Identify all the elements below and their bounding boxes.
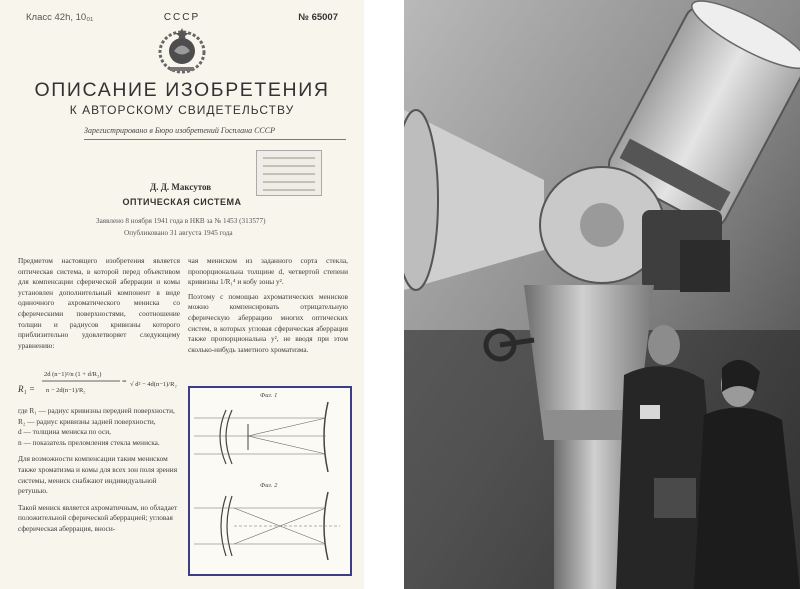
filed-date: Заявлено 8 ноября 1941 года в НКВ за № 1453 (313577): [96, 217, 266, 225]
divider: [84, 139, 346, 140]
formula-equals: =: [122, 377, 127, 386]
telescope-photo: [404, 0, 800, 589]
paragraph-compensation: Для возможности компенсации таким мениском также хроматизма и комы для всех зон поля зрения системы, мениск снабжают индивидуальной ретушью.: [18, 454, 178, 496]
figure-1-label: Фиг. 1: [260, 392, 278, 399]
ussr-emblem-icon: [156, 26, 208, 76]
definition-d: d — толщина мениска по оси,: [18, 427, 111, 437]
definition-n: n — показатель преломления стекла мениска.: [18, 437, 160, 447]
figure-2-label: Фиг. 2: [260, 482, 278, 489]
patent-number: № 65007: [298, 12, 338, 23]
invention-title: ОПТИЧЕСКАЯ СИСТЕМА: [122, 197, 242, 207]
figure-panel: [188, 386, 352, 576]
definition-r1: где R₁ — радиус кривизны передней поверхности,: [18, 406, 175, 415]
optical-diagram: [190, 388, 346, 570]
continued-paragraph: чая мениском из заданного сорта стекла, пропорциональна толщине d, четвертой степени кривизны 1/R₁⁴ и кобу зоны y².: [188, 256, 348, 287]
telescope-photo-image: [404, 0, 800, 589]
formula-lhs: R₁ =: [18, 384, 35, 394]
document-subtitle: К АВТОРСКОМУ СВИДЕТЕЛЬСТВУ: [69, 103, 295, 117]
intro-paragraph: Предметом настоящего изобретения является оптическая система, в которой перед объективом для компенсации сферической аберрации и комы установлен дополнительный компонент в виде одиночного ахроматического мениска со сферическими поверхностями, соотношение толщин и радиусов кривизны которого приблизительно удовлетворяет следующему уравнению:: [18, 256, 180, 350]
formula-rhs: √ d² − 4d(n−1)/R₂: [130, 381, 177, 388]
definitions: [18, 406, 180, 535]
text-column-right: [188, 256, 348, 355]
class-label: Класс 42h, 10₀₁: [26, 12, 94, 23]
author-name: Д. Д. Максутов: [150, 182, 212, 192]
patent-page: [0, 0, 364, 589]
svg-text:n − 2d(n−1)/R₂: n − 2d(n−1)/R₂: [46, 387, 86, 394]
document-title: ОПИСАНИЕ ИЗОБРЕТЕНИЯ: [34, 79, 330, 101]
library-stamp: [256, 150, 322, 196]
text-column-left: [18, 256, 180, 351]
registration-note: Зарегистрировано в Бюро изобретений Госплана СССР: [84, 126, 275, 135]
svg-text:2d (n−1)²/n (1 + d/R₂): 2d (n−1)²/n (1 + d/R₂): [44, 371, 102, 378]
definition-r2: R₂ — радиус кривизны задней поверхности,: [18, 416, 156, 426]
paragraph-compensate: Поэтому с помощью ахроматических менисков можно компенсировать отрицательную сферическую аберрацию многих оптических систем, в которых угловая сферическая аберрация также пропорциональна y², не вводя при этом сколько-нибудь заметного хроматизма.: [188, 291, 348, 354]
paragraph-achromatic: Такой мениск является ахроматичным, но обладает положительной сферической аберрацией; угловая сферическая аберрация, вноси-: [18, 502, 178, 533]
country-label: СССР: [163, 12, 201, 23]
published-date: Опубликовано 31 августа 1945 года: [124, 229, 233, 237]
